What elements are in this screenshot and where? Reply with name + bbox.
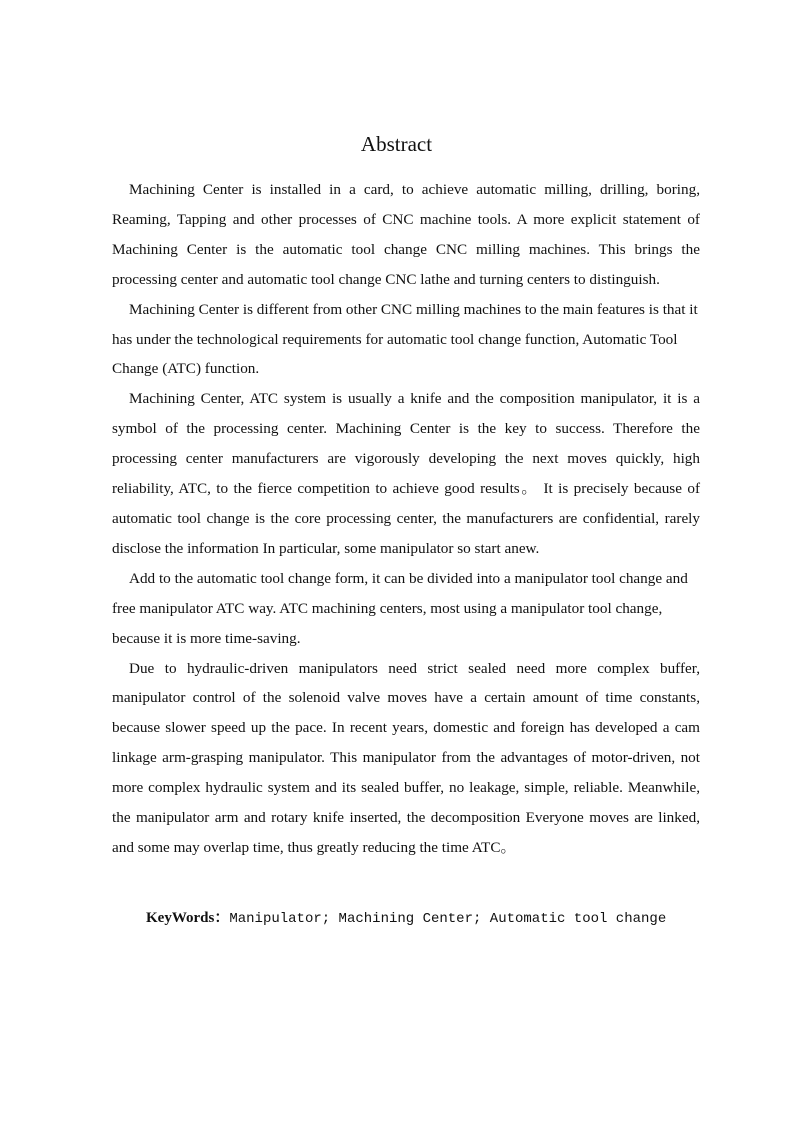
keywords-value: Manipulator; Machining Center; Automatic tool change: [229, 911, 667, 927]
paragraph: Machining Center is different from other CNC milling machines to the main features is that it has under the technological requirements for automatic tool change function, Automatic Tool Change (ATC) function.: [112, 300, 698, 378]
page-title: Abstract: [360, 132, 433, 156]
keywords-line: [146, 906, 666, 931]
keywords-label: KeyWords：: [146, 910, 230, 926]
abstract-body: [112, 175, 700, 863]
paragraph: Machining Center, ATC system is usually a knife and the composition manipulator, it is a symbol of the processing center. Machining Center is the key to success. Therefore the processing center manufacturers are vigorously developing the next moves quickly, high reliability, ATC, to the fierce competition to achieve good results。 It is precisely because of automatic tool change is the core processing center, the manufacturers are confidential, rarely disclose the information In particular, some manipulator so start anew.: [112, 390, 700, 557]
paragraph: Due to hydraulic-driven manipulators need strict sealed need more complex buffer, manipulator control of the solenoid valve moves have a certain amount of time constants, because slower speed up the pace. In recent years, domestic and foreign has developed a cam linkage arm-grasping manipulator. This manipulator from the advantages of motor-driven, not more complex hydraulic system and its sealed buffer, no leakage, simple, reliable. Meanwhile, the manipulator arm and rotary knife inserted, the decomposition Everyone moves are linked, and some may overlap time, thus greatly reducing the time ATC。: [112, 659, 700, 856]
paragraph: Add to the automatic tool change form, it can be divided into a manipulator tool change and free manipulator ATC way. ATC machining centers, most using a manipulator tool change, because it is more time-saving.: [112, 569, 688, 647]
paragraph: Machining Center is installed in a card, to achieve automatic milling, drilling, boring, Reaming, Tapping and other processes of CNC machine tools. A more explicit statement of Machining Center is the automatic tool change CNC milling machines. This brings the processing center and automatic tool change CNC lathe and turning centers to distinguish.: [112, 181, 700, 288]
